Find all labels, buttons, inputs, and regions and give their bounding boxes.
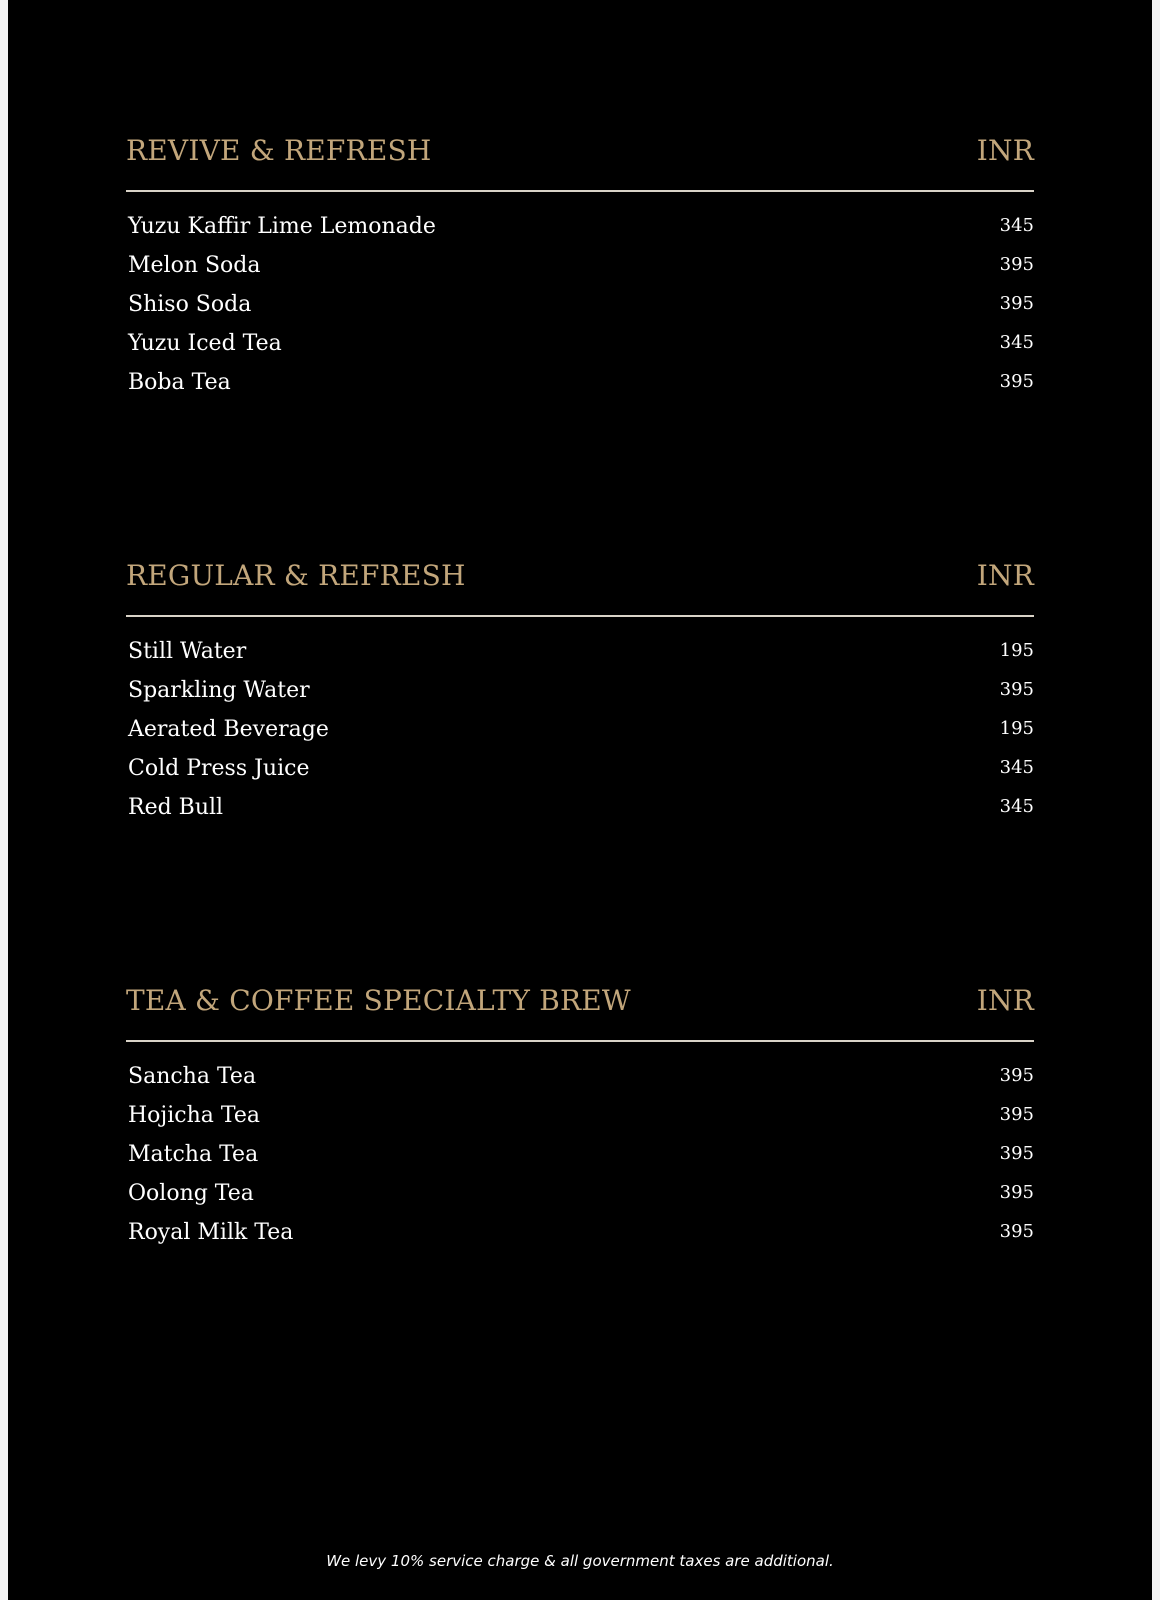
item-name: Yuzu Kaffir Lime Lemonade	[128, 214, 436, 239]
menu-item	[126, 676, 1034, 715]
section-regular-refresh	[126, 559, 1034, 832]
menu-item	[126, 368, 1034, 407]
section-title: REGULAR & REFRESH	[126, 559, 466, 592]
item-price: 395	[999, 679, 1034, 700]
item-name: Matcha Tea	[128, 1142, 259, 1167]
menu-item	[126, 793, 1034, 832]
menu-item	[126, 1101, 1034, 1140]
item-name: Shiso Soda	[128, 292, 252, 317]
menu-item	[126, 212, 1034, 251]
item-name: Sparkling Water	[128, 678, 310, 703]
item-price: 395	[999, 1143, 1034, 1164]
menu-item-list	[126, 637, 1034, 832]
menu-item	[126, 1218, 1034, 1257]
item-price: 345	[999, 215, 1034, 236]
item-price: 395	[999, 1104, 1034, 1125]
section-header	[126, 559, 1034, 617]
menu-item	[126, 1140, 1034, 1179]
menu-item	[126, 1062, 1034, 1101]
item-price: 195	[999, 640, 1034, 661]
section-title: REVIVE & REFRESH	[126, 134, 432, 167]
item-name: Oolong Tea	[128, 1181, 254, 1206]
item-price: 395	[999, 1221, 1034, 1242]
section-header	[126, 984, 1034, 1042]
item-name: Still Water	[128, 639, 247, 664]
menu-item	[126, 715, 1034, 754]
menu-page	[8, 0, 1152, 1600]
currency-label: INR	[976, 134, 1034, 167]
item-price: 395	[999, 1182, 1034, 1203]
menu-item-list	[126, 212, 1034, 407]
currency-label: INR	[976, 559, 1034, 592]
item-name: Melon Soda	[128, 253, 261, 278]
item-name: Hojicha Tea	[128, 1103, 260, 1128]
menu-item-list	[126, 1062, 1034, 1257]
item-name: Red Bull	[128, 795, 224, 820]
item-price: 395	[999, 254, 1034, 275]
item-price: 395	[999, 371, 1034, 392]
item-name: Sancha Tea	[128, 1064, 257, 1089]
item-price: 195	[999, 718, 1034, 739]
menu-item	[126, 637, 1034, 676]
item-name: Boba Tea	[128, 370, 231, 395]
section-revive-refresh	[126, 134, 1034, 407]
item-price: 345	[999, 796, 1034, 817]
menu-item	[126, 1179, 1034, 1218]
section-title: TEA & COFFEE SPECIALTY BREW	[126, 984, 631, 1017]
item-price: 395	[999, 1065, 1034, 1086]
currency-label: INR	[976, 984, 1034, 1017]
service-charge-note: We levy 10% service charge & all government taxes are additional.	[326, 1552, 834, 1570]
item-name: Yuzu Iced Tea	[128, 331, 282, 356]
menu-item	[126, 329, 1034, 368]
item-name: Cold Press Juice	[128, 756, 310, 781]
section-header	[126, 134, 1034, 192]
menu-item	[126, 251, 1034, 290]
item-price: 345	[999, 757, 1034, 778]
item-price: 345	[999, 332, 1034, 353]
menu-item	[126, 754, 1034, 793]
menu-item	[126, 290, 1034, 329]
item-name: Aerated Beverage	[128, 717, 329, 742]
item-name: Royal Milk Tea	[128, 1220, 294, 1245]
section-tea-coffee	[126, 984, 1034, 1257]
item-price: 395	[999, 293, 1034, 314]
